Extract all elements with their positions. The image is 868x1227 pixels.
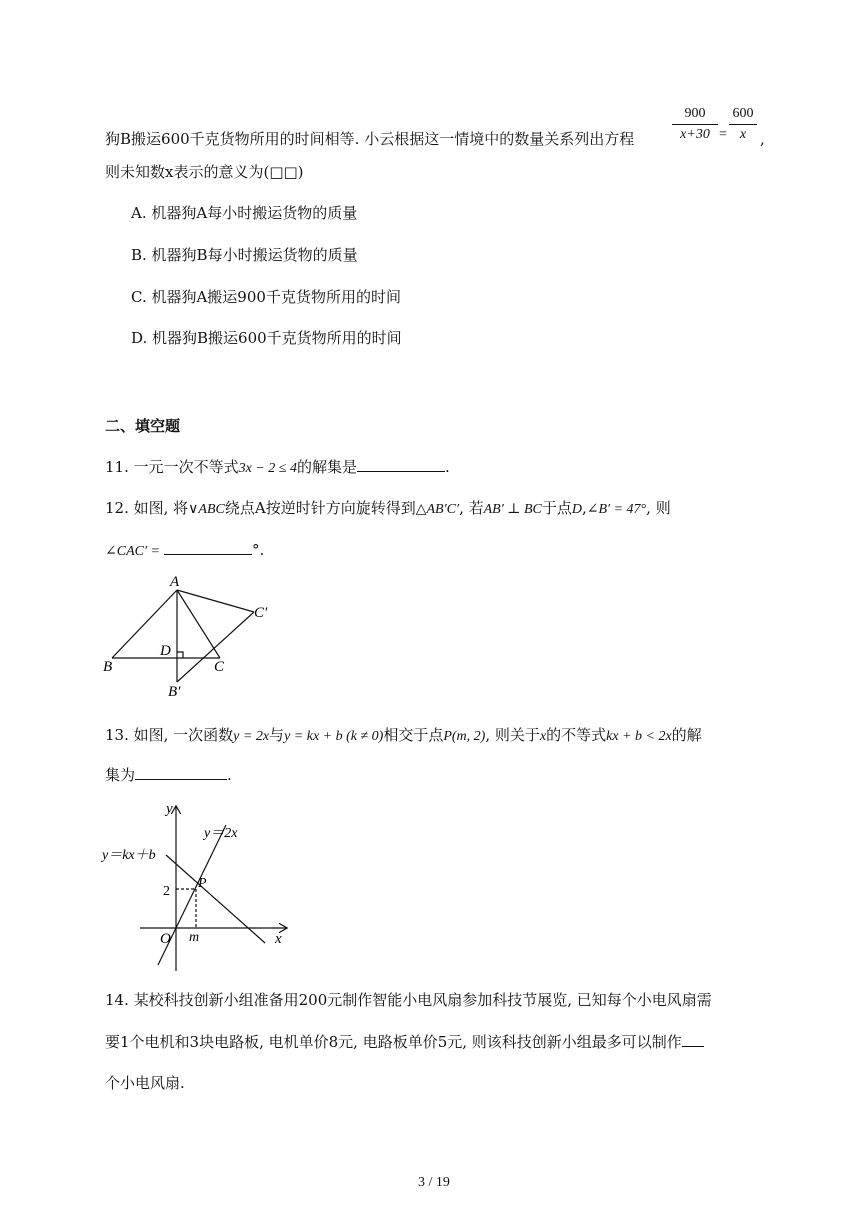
q14-line1: 14. 某校科技创新小组准备用200元制作智能小电风扇参加科技节展览, 已知每个小电风扇需 [105,991,712,1009]
q11-end: . [445,458,450,476]
q13-text-g: 集为 [105,766,136,784]
q12-text-f: , 则 [646,499,671,517]
label-x-axis: x [275,931,282,947]
q12-line2 [105,540,264,562]
q14-answer-blank[interactable] [682,1032,704,1047]
q14-line3: 个小电风扇. [105,1074,185,1092]
label-origin: O [160,931,171,947]
q13-text-e: 的不等式 [546,726,607,744]
q11-answer-blank[interactable] [357,457,445,472]
label-p: P [198,876,207,891]
q14-line2-text: 要1个电机和3块电路板, 电机单价8元, 电路板单价5元, 则该科技创新小组最多可以制作 [105,1033,682,1051]
right-angle-mark [177,652,183,658]
label-c: C [214,659,225,675]
q12-text-a: 12. 如图, 将 [105,499,189,517]
option-a: A. 机器狗A每小时搬运货物的质量 [131,204,358,222]
q14-line2 [105,1032,704,1052]
label-b-prime: B′ [168,684,181,700]
q11-math: 3x − 2 ≤ 4 [238,461,297,476]
q13-text-b: 与 [269,726,285,744]
q11 [105,457,450,479]
frac1-numerator: 900 [684,106,706,121]
frac2-denominator: x [739,127,747,142]
q12-degree: °. [251,541,265,559]
q12-perpendicular: AB′ ⊥ BC [483,502,542,517]
q10-fraction-1 [672,106,718,143]
q12-text-d: 于点 [541,499,572,517]
q13-point-p: P(m, 2) [443,729,486,744]
q12-point-d: D [571,502,582,517]
frac2-bar [729,124,757,125]
label-d: D [160,643,171,659]
label-a: A [170,574,180,590]
q13-inequality: kx + b < 2x [606,729,672,744]
frac1-denominator: x+30 [680,127,710,142]
q13-variable: x [539,729,547,744]
q13-function-2: y = kx + b (k ≠ 0) [284,729,384,744]
label-c-prime: C′ [254,605,268,621]
q13-answer-blank[interactable] [135,765,227,780]
q12-text-c: , 若 [459,499,484,517]
q13-line2 [105,765,232,785]
q13-end: . [227,766,232,784]
frac2-numerator: 600 [732,106,754,121]
q10-equals: = [719,127,727,142]
q12-text-e: , [581,499,587,517]
section-title: 二、填空题 [105,417,181,435]
q13-function-1: y = 2x [233,729,270,744]
q12-figure [100,572,290,702]
label-two: 2 [163,884,170,899]
page-number: 3 / 19 [418,1175,450,1190]
frac1-bar [672,124,718,125]
label-m: m [189,930,200,945]
q12-triangle-rotated: △AB′C′ [415,502,460,517]
q10-fraction-2 [729,106,757,143]
option-d: D. 机器狗B搬运600千克货物所用的时间 [131,329,402,347]
line-y-kx-b [166,855,265,943]
label-line-2x: y＝2x [204,826,238,841]
option-b: B. 机器狗B每小时搬运货物的质量 [131,246,358,264]
q13-graph [100,795,300,975]
q13-line1 [105,725,702,747]
q11-prefix: 11. 一元一次不等式 [105,458,239,476]
q12-text-b: 绕点A按逆时针方向旋转得到 [224,499,416,517]
q12-line1 [105,498,671,520]
q10-line1-text: 狗B搬运600千克货物所用的时间相等. 小云根据这一情境中的数量关系列出方程 [105,130,635,148]
q12-triangle-abc: ∨ABC [188,502,225,517]
q12-angle: ∠B′ = 47° [586,502,647,517]
q10-comma: , [760,130,765,148]
label-b: B [103,659,113,675]
label-y-axis: y [166,801,173,817]
q11-suffix: 的解集是 [296,458,357,476]
q13-text-a: 13. 如图, 一次函数 [105,726,234,744]
q10-line2: 则未知数x表示的意义为(□□) [105,163,304,181]
option-c: C. 机器狗A搬运900千克货物所用的时间 [131,288,401,306]
q13-text-d: , 则关于 [485,726,540,744]
label-line-kx-b: y＝kx＋b [102,848,156,863]
q13-text-c: 相交于点 [383,726,444,744]
q12-angle-cac: ∠CAC′ = [105,544,160,559]
q10-line1 [105,129,634,149]
q13-text-f: 的解 [671,726,702,744]
q12-answer-blank[interactable] [164,540,252,555]
